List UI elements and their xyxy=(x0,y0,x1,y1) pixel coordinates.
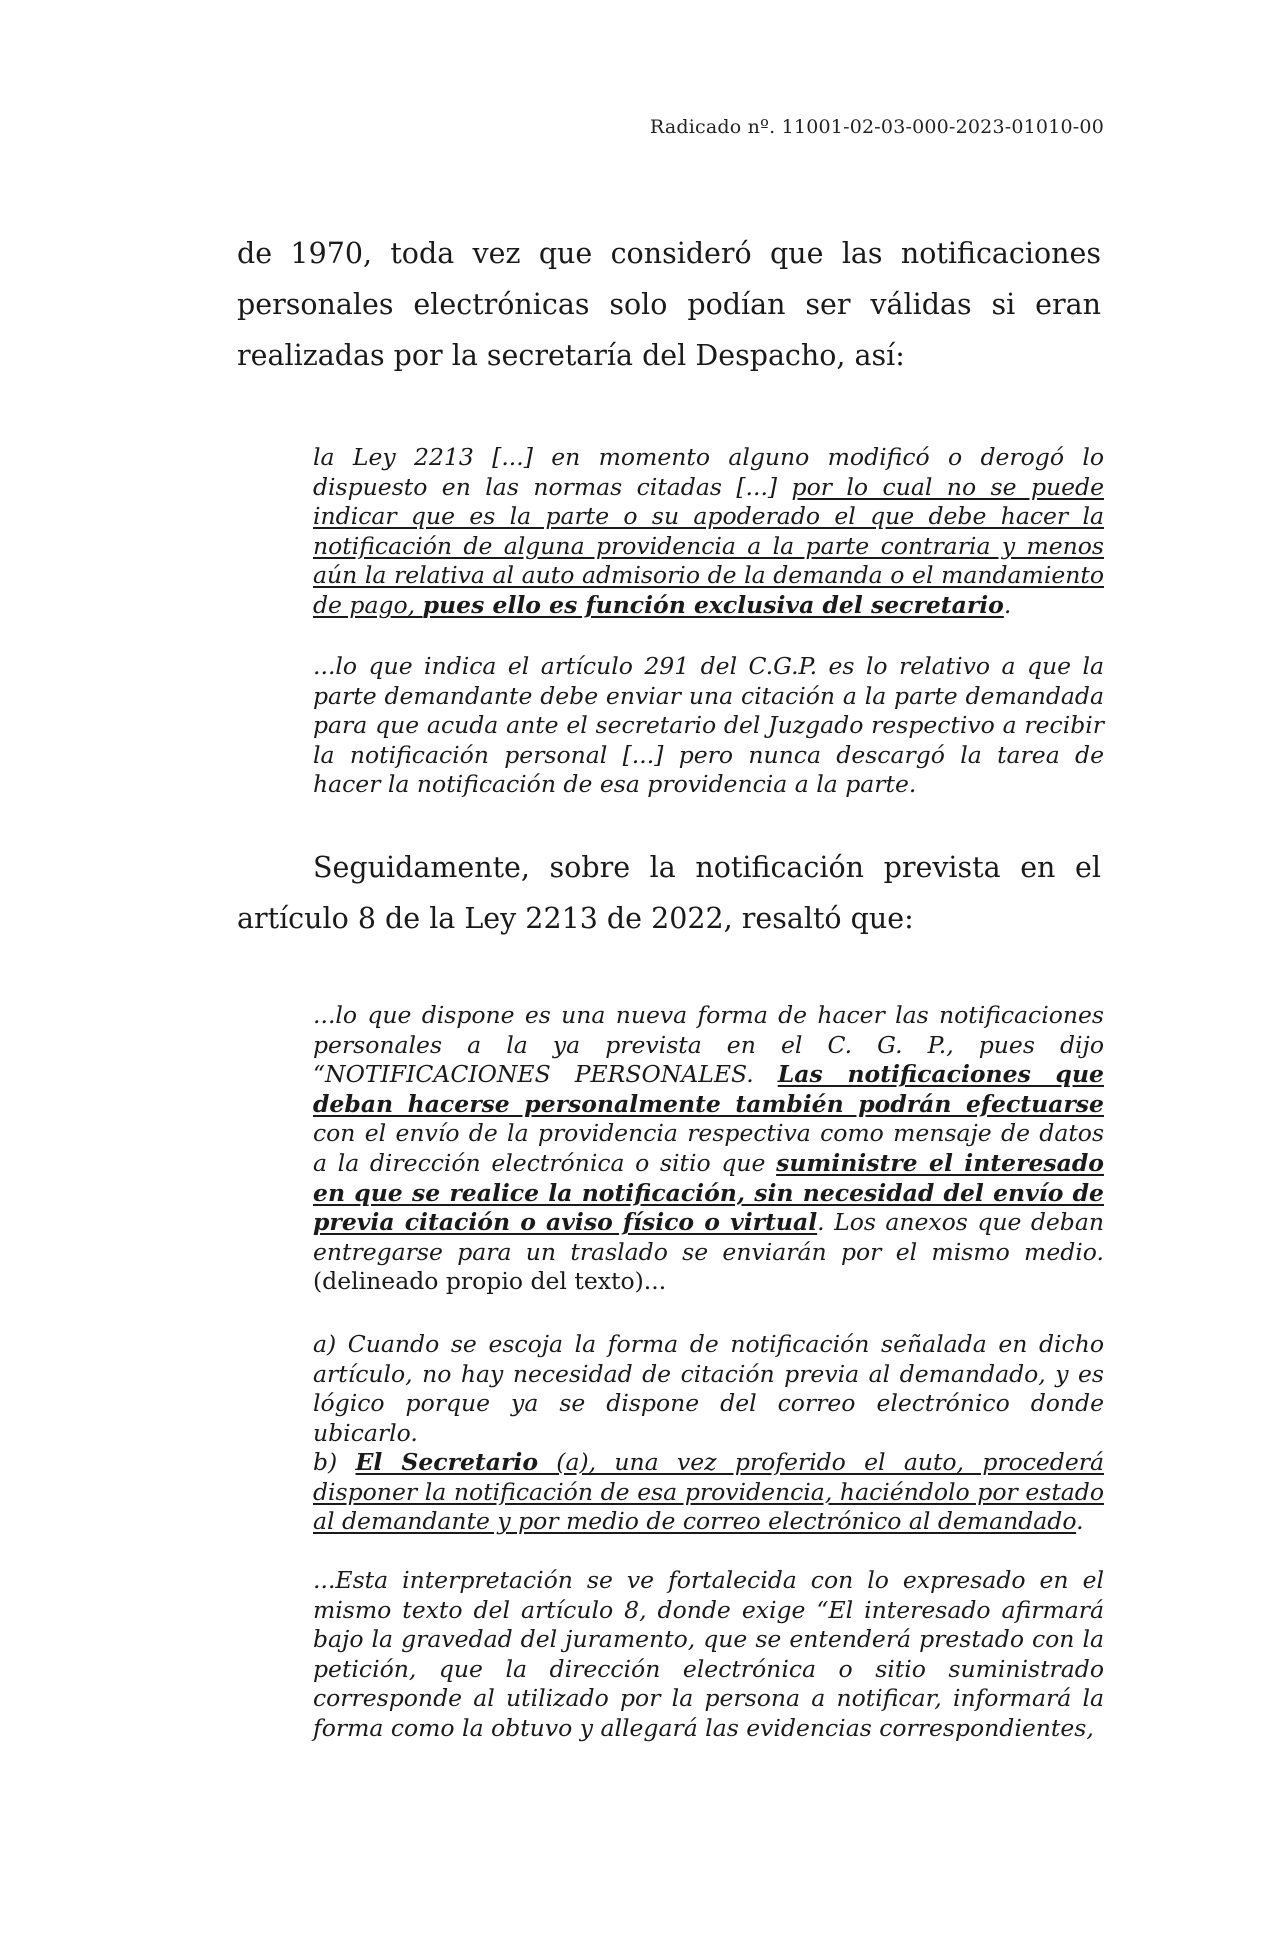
quote-bold-underlined-text: suministre el interesado en que se realice la notificación, sin necesidad del envío de previa citación o aviso físico o virtual xyxy=(313,1148,1104,1237)
block-quote-1-paragraph-2: ...lo que indica el artículo 291 del C.G.P. es lo relativo a que la parte demandante debe enviar una citación a la parte demandada para que acuda ante el secretario del Juzgado respectivo a recibir la notificación personal [...] pero nunca descargó la tarea de hacer la notificación de esa providencia a la parte. xyxy=(313,652,1104,799)
quote-text: con el envío de la providencia respectiva como mensaje de datos a la dirección electrónica o sitio que xyxy=(313,1119,1104,1177)
quote-text: b) xyxy=(313,1448,356,1476)
block-quote-2-paragraph-4: ...Esta interpretación se ve fortalecida con lo expresado en el mismo texto del artículo 8, donde exige “El interesado afirmará bajo la gravedad del juramento, que se entenderá prestado con la petición, que la dirección electrónica o sitio suministrado corresponde al utilizado por la persona a notificar, informará la forma como la obtuvo y allegará las evidencias correspondientes, xyxy=(313,1566,1104,1742)
quote-underlined-text: (a), una vez proferido el auto, procederá disponer la notificación de esa providencia, haciéndolo por estado al demandante y por medio de correo electrónico al demandado xyxy=(313,1448,1105,1536)
quote-text-end: . xyxy=(1003,590,1012,619)
quote-bold-underlined-text: El Secretario xyxy=(355,1448,538,1476)
body-paragraph-2: Seguidamente, sobre la notificación prevista en el artículo 8 de la Ley 2213 de 2022, resaltó que: xyxy=(237,851,1101,935)
quote-text: ...lo que dispone es una nueva forma de hacer las notificaciones personales a la ya prevista en el C. G. P., pues dijo “NOTIFICACIONES PERSONALES. xyxy=(313,1001,1104,1089)
quote-text: la Ley 2213 [...] en momento alguno modificó o derogó lo dispuesto en las normas citadas [...] xyxy=(313,443,1104,501)
body-paragraph-1: de 1970, toda vez que consideró que las notificaciones personales electrónicas solo podían ser válidas si eran realizadas por la secretaría del Despacho, así: xyxy=(237,237,1101,372)
quote-text-end: . xyxy=(1076,1507,1084,1536)
quote-bold-underlined-text: Las notificaciones que deban hacerse personalmente también podrán efectuarse xyxy=(313,1060,1104,1118)
quote-underlined-text: por lo cual no se puede indicar que es la parte o su apoderado el que debe hacer la notificación de alguna providencia a la parte contraria y menos aún la relativa al auto admisorio de la demanda o el mandamiento de pago, xyxy=(313,472,1104,619)
quote-text: . Los anexos que deban entregarse para un traslado se enviarán por el mismo medio. xyxy=(313,1208,1104,1266)
case-number-header: Radicado nº. 11001-02-03-000-2023-01010-00 xyxy=(649,116,1104,138)
quote-bold-underlined-text: pues ello es función exclusiva del secretario xyxy=(422,590,1004,619)
quote-upright-note: (delineado propio del texto)... xyxy=(313,1267,667,1296)
block-quote-2-paragraph-3 xyxy=(313,1448,1104,1537)
block-quote-1-paragraph-1 xyxy=(313,443,1104,621)
block-quote-2-paragraph-2: a) Cuando se escoja la forma de notificación señalada en dicho artículo, no hay necesidad de citación previa al demandado, y es lógico porque ya se dispone del correo electrónico donde ubicarlo. xyxy=(313,1330,1104,1447)
block-quote-2-paragraph-1 xyxy=(313,1001,1104,1297)
